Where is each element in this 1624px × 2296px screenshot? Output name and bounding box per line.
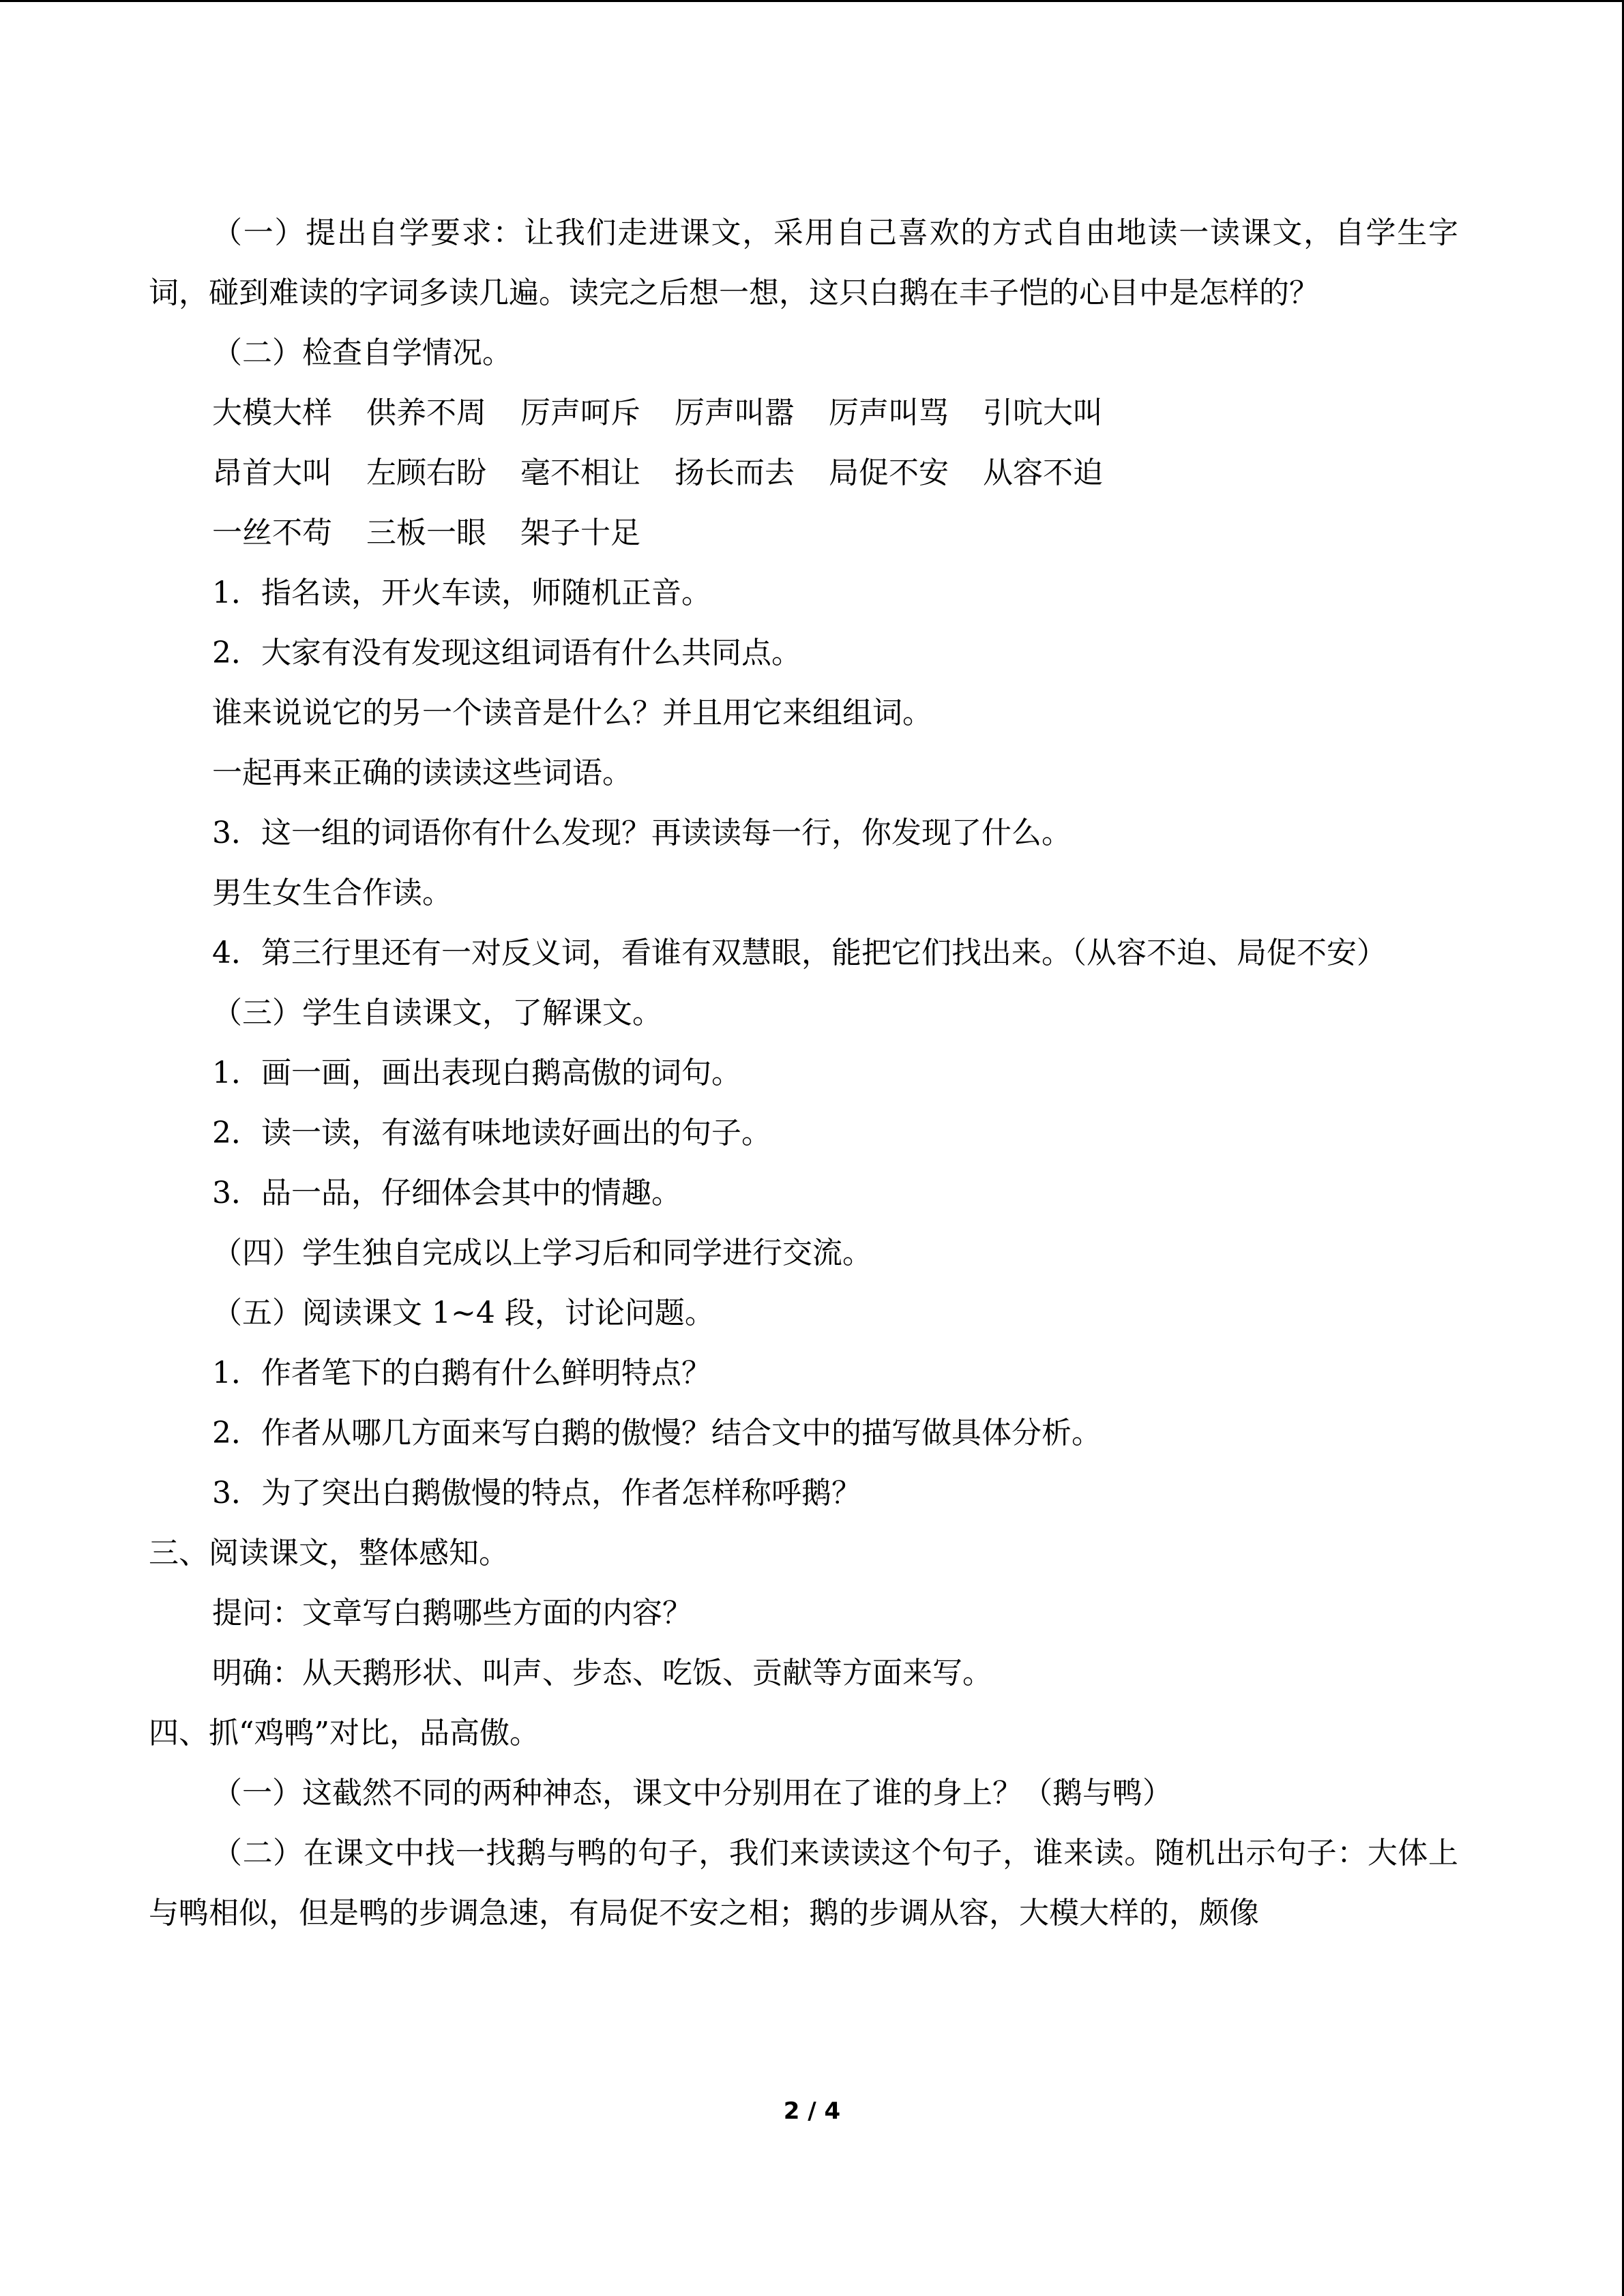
section-discussion: （五）阅读课文 1~4 段，讨论问题。 bbox=[212, 1296, 715, 1330]
list-item: 3．这一组的词语你有什么发现？再读读每一行，你发现了什么。 bbox=[212, 816, 1072, 850]
word: 毫不相让 bbox=[520, 456, 640, 490]
word: 从容不迫 bbox=[983, 456, 1103, 490]
list-item: 1．作者笔下的白鹅有什么鲜明特点？ bbox=[212, 1356, 711, 1390]
document-body bbox=[149, 203, 1458, 1943]
list-item: 一起再来正确的读读这些词语。 bbox=[212, 756, 632, 790]
list-item: 提问：文章写白鹅哪些方面的内容？ bbox=[212, 1596, 692, 1630]
section-read-text: （三）学生自读课文，了解课文。 bbox=[212, 996, 662, 1030]
word: 三板一眼 bbox=[366, 516, 486, 550]
word: 供养不周 bbox=[366, 396, 486, 430]
list-item: 明确：从天鹅形状、叫声、步态、吃饭、贡献等方面来写。 bbox=[212, 1656, 992, 1690]
word: 局促不安 bbox=[829, 456, 949, 490]
word-list-row-2 bbox=[149, 443, 1458, 503]
word: 厉声叫骂 bbox=[829, 396, 949, 430]
word: 扬长而去 bbox=[675, 456, 795, 490]
list-item: 谁来说说它的另一个读音是什么？并且用它来组组词。 bbox=[212, 696, 932, 730]
list-item: 2．大家有没有发现这组词语有什么共同点。 bbox=[212, 636, 801, 670]
page-border-top bbox=[0, 0, 1624, 2]
paragraph-antonyms: 4．第三行里还有一对反义词，看谁有双慧眼，能把它们找出来。（从容不迫、局促不安） bbox=[212, 936, 1387, 970]
section-check-self-study: （二）检查自学情况。 bbox=[212, 336, 512, 370]
page-number: 2 / 4 bbox=[783, 2098, 841, 2125]
list-item: 2．作者从哪几方面来写白鹅的傲慢？结合文中的描写做具体分析。 bbox=[212, 1416, 1102, 1450]
word: 引吭大叫 bbox=[983, 396, 1103, 430]
list-item: 3．为了突出白鹅傲慢的特点，作者怎样称呼鹅？ bbox=[212, 1476, 861, 1510]
list-item: 1．指名读，开火车读，师随机正音。 bbox=[212, 576, 711, 610]
word: 大模大样 bbox=[212, 396, 332, 430]
word: 左顾右盼 bbox=[366, 456, 486, 490]
word-list-row-1 bbox=[149, 383, 1458, 443]
list-item: 3．品一品，仔细体会其中的情趣。 bbox=[212, 1176, 681, 1210]
heading-part-three: 三、阅读课文，整体感知。 bbox=[149, 1536, 509, 1570]
list-item: 2．读一读，有滋有味地读好画出的句子。 bbox=[212, 1116, 771, 1150]
word-list-row-3 bbox=[149, 503, 1458, 563]
word: 一丝不苟 bbox=[212, 516, 332, 550]
word: 厉声叫嚣 bbox=[675, 396, 795, 430]
word: 架子十足 bbox=[520, 516, 640, 550]
list-item: 男生女生合作读。 bbox=[212, 876, 452, 910]
heading-part-four: 四、抓“鸡鸭”对比，品高傲。 bbox=[149, 1716, 540, 1750]
list-item: 1．画一画，画出表现白鹅高傲的词句。 bbox=[212, 1056, 741, 1090]
paragraph-self-study-requirements: （一）提出自学要求：让我们走进课文，采用自己喜欢的方式自由地读一读课文，自学生字词，碰到难读的字词多读几遍。读完之后想一想，这只白鹅在丰子恺的心目中是怎样的？ bbox=[149, 215, 1458, 310]
word: 厉声呵斥 bbox=[520, 396, 640, 430]
word: 昂首大叫 bbox=[212, 456, 332, 490]
paragraph-comparison: （二）在课文中找一找鹅与鸭的句子，我们来读读这个句子，谁来读。随机出示句子：大体上与鸭相似，但是鸭的步调急速，有局促不安之相；鹅的步调从容，大模大样的，颇像 bbox=[149, 1836, 1458, 1930]
section-exchange: （四）学生独自完成以上学习后和同学进行交流。 bbox=[212, 1236, 872, 1270]
list-item: （一）这截然不同的两种神态，课文中分别用在了谁的身上？（鹅与鸭） bbox=[212, 1776, 1172, 1810]
